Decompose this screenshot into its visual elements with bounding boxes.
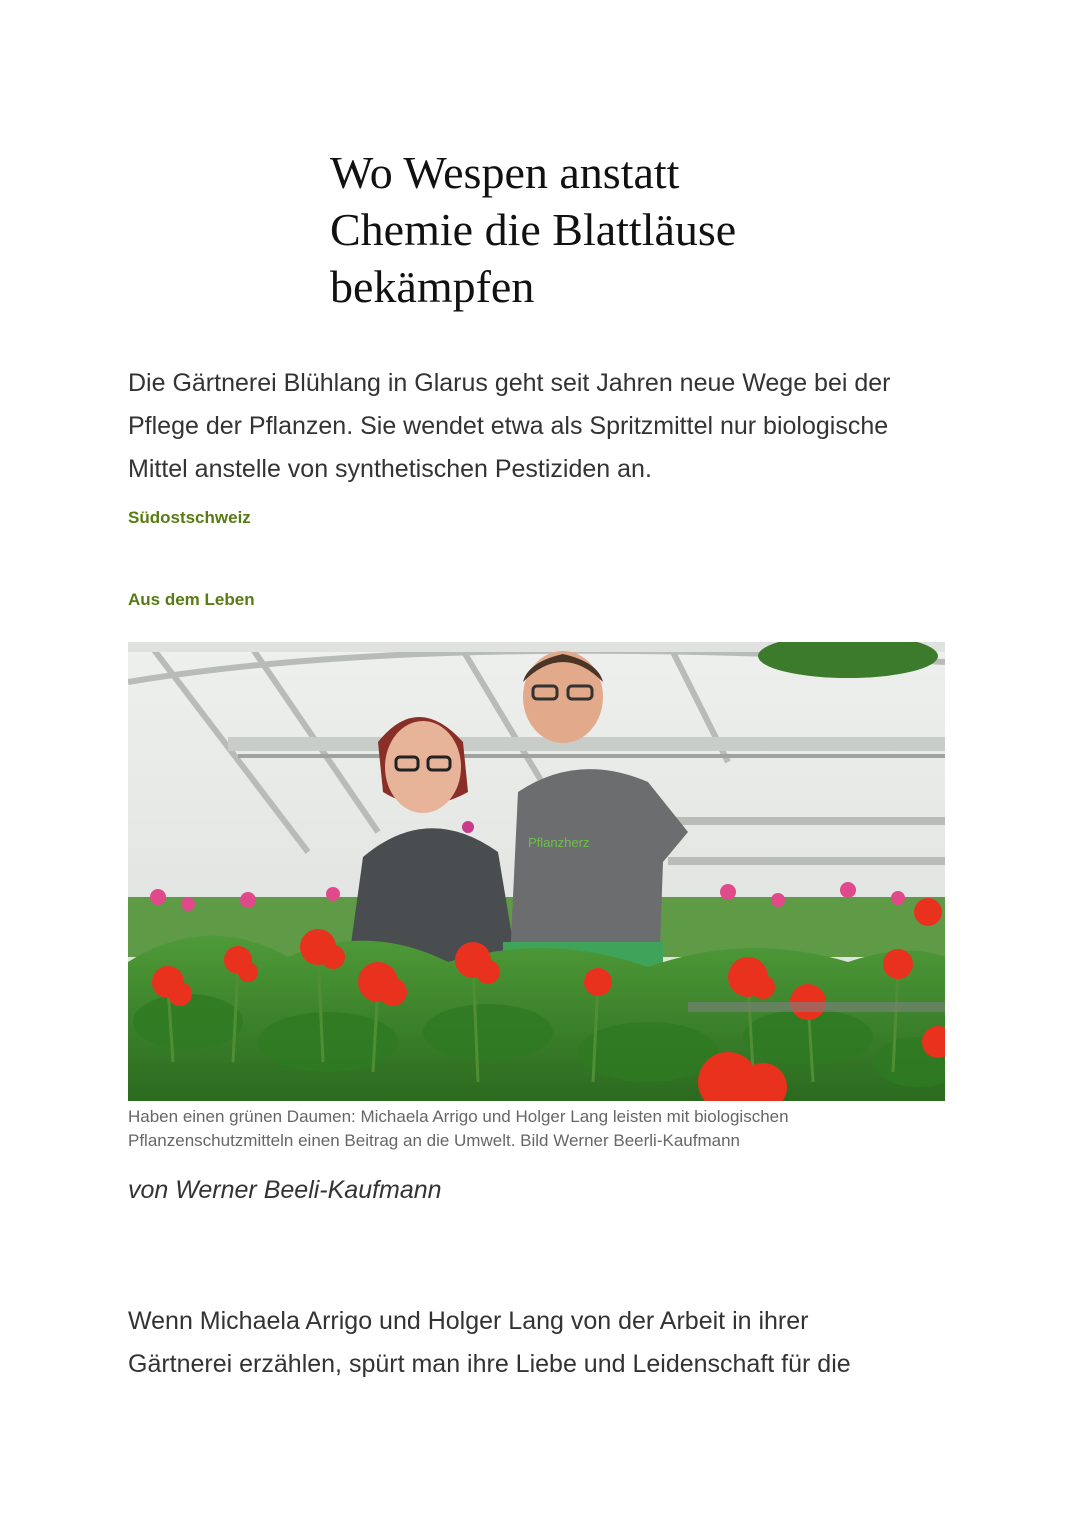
category-label: Aus dem Leben (128, 590, 255, 609)
title-line: bekämpfen (330, 261, 535, 312)
article-lead (128, 362, 958, 491)
shirt-text: Pflanzherz (528, 835, 590, 850)
lead-line: Mittel anstelle von synthetischen Pestiziden an. (128, 455, 652, 483)
body-line: Gärtnerei erzählen, spürt man ihre Liebe und Leidenschaft für die (128, 1350, 851, 1378)
caption-line: Pflanzenschutzmitteln einen Beitrag an die Umwelt. Bild Werner Beerli-Kaufmann (128, 1131, 740, 1150)
article-title (330, 144, 930, 315)
lead-line: Pflege der Pflanzen. Sie wendet etwa als Spritzmittel nur biologische (128, 412, 889, 440)
article-body (128, 1300, 958, 1386)
body-line: Wenn Michaela Arrigo und Holger Lang von der Arbeit in ihrer (128, 1307, 809, 1335)
photo-caption (128, 1105, 945, 1153)
article-photo (128, 642, 945, 1101)
lead-line: Die Gärtnerei Blühlang in Glarus geht seit Jahren neue Wege bei der (128, 369, 891, 397)
title-line: Chemie die Blattläuse (330, 204, 737, 255)
caption-line: Haben einen grünen Daumen: Michaela Arrigo und Holger Lang leisten mit biologischen (128, 1107, 789, 1126)
source-label: Südostschweiz (128, 508, 251, 527)
author-byline: von Werner Beeli-Kaufmann (128, 1176, 442, 1204)
title-line: Wo Wespen anstatt (330, 147, 680, 198)
